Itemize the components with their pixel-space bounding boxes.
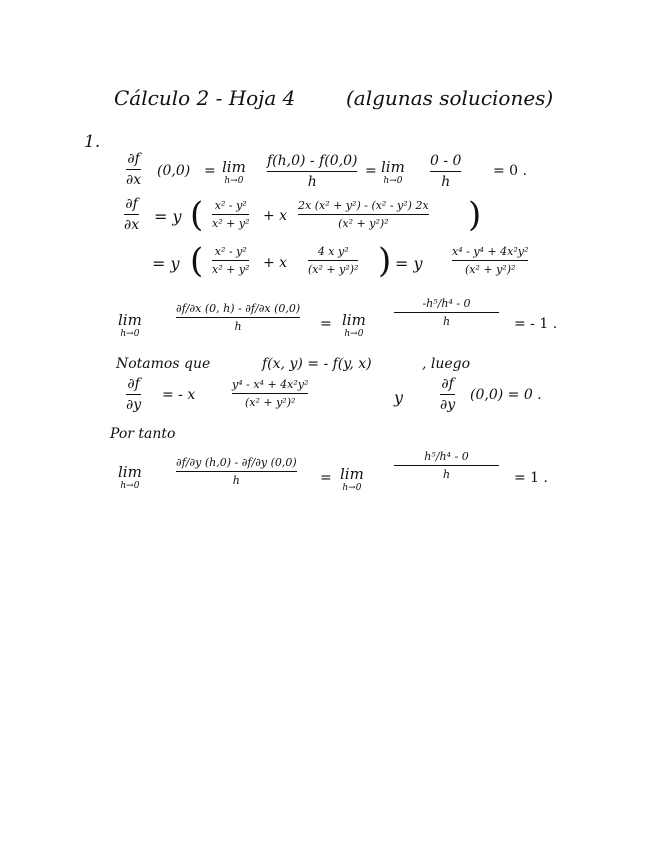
- limit-operator: lim h→0: [342, 311, 366, 339]
- partial-fx: ∂f ∂x: [126, 151, 142, 189]
- limit-operator: lim h→0: [381, 158, 405, 186]
- fraction-b: 4 x y² (x² + y²)²: [308, 245, 359, 277]
- fraction-a: x² - y² x² + y²: [212, 245, 250, 277]
- fraction-b: 2x (x² + y²) - (x² - y²) 2x (x² + y²)²: [298, 199, 429, 231]
- limit-operator: lim h→0: [340, 465, 364, 493]
- limit-operator: lim h→0: [118, 463, 142, 491]
- partial-fx: ∂f ∂x: [124, 196, 140, 234]
- value-quotient: h⁵/h⁴ - 0 h: [394, 450, 499, 481]
- fraction-c: x⁴ - y⁴ + 4x²y² (x² + y²)²: [452, 245, 529, 277]
- line-7: Por tanto: [110, 426, 176, 442]
- zero-quotient: 0 - 0 h: [430, 153, 462, 191]
- handwritten-page: Cálculo 2 - Hoja 4 (algunas soluciones) 1. ∂f ∂x (0,0) = lim h→0 f(h,0) - f(0,0) h = lim h→0 0 - 0 h = 0 . ∂f ∂x = y ( x² - y² x² + y² + x 2x (x² + y²) - (x² - y²) 2x (x² + y²)² ) = y ( x² - y² x² + y² + x 4 x y² (x² + y²)² ) = y x⁴ - y⁴ + 4x²y² (x² + y²)² lim h→0 ∂f/∂x (0, h) - ∂f/∂x (0,0) h = lim h→0 -h⁵/h⁴ - 0 h = - 1 . Notamos que f(x, y) = - f(y, x) , luego ∂f ∂y = - x y⁴ - x⁴ + 4x²y² (x² + y²)² y ∂f ∂y (0,0) = 0 . Por tanto lim h→0 ∂f/∂y (h,0) - ∂f/∂y (0,0) h = lim h→0 h⁵/h⁴ - 0 h = 1 .: [0, 0, 655, 848]
- fraction-a: x² - y² x² + y²: [212, 199, 250, 231]
- item-number: 1.: [84, 132, 101, 152]
- limit-operator: lim h→0: [222, 158, 246, 186]
- fraction-a: y⁴ - x⁴ + 4x²y² (x² + y²)²: [232, 378, 309, 410]
- difference-quotient: ∂f/∂y (h,0) - ∂f/∂y (0,0) h: [176, 456, 297, 488]
- page-title: Cálculo 2 - Hoja 4: [114, 86, 296, 110]
- partial-fy: ∂f ∂y: [440, 376, 456, 414]
- value-quotient: -h⁵/h⁴ - 0 h: [394, 297, 499, 328]
- difference-quotient: f(h,0) - f(0,0) h: [267, 153, 358, 191]
- page-subtitle: (algunas soluciones): [346, 86, 554, 110]
- difference-quotient: ∂f/∂x (0, h) - ∂f/∂x (0,0) h: [176, 302, 301, 334]
- partial-fy: ∂f ∂y: [126, 376, 142, 414]
- limit-operator: lim h→0: [118, 311, 142, 339]
